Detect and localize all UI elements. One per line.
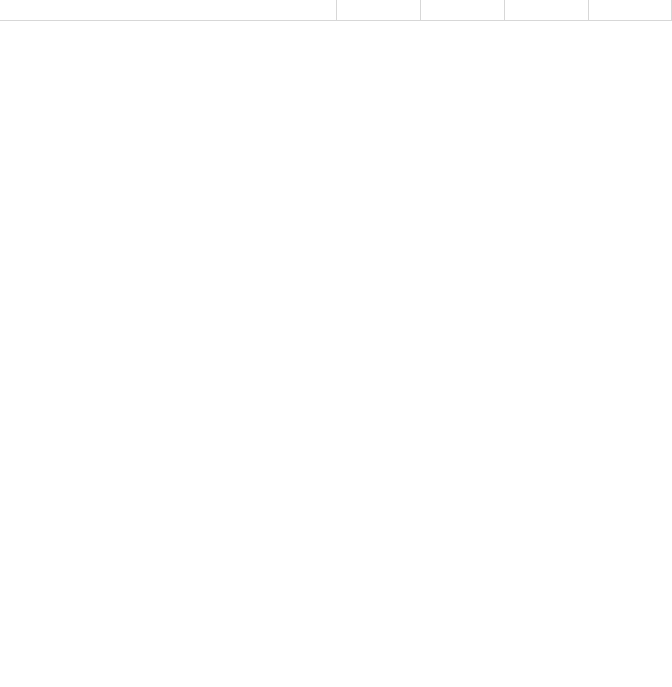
empty-cell[interactable] xyxy=(337,0,421,21)
empty-cell[interactable] xyxy=(505,0,589,21)
seller-name-cell[interactable] xyxy=(0,0,337,21)
empty-cell[interactable] xyxy=(421,0,505,21)
empty-cell[interactable] xyxy=(589,0,672,21)
